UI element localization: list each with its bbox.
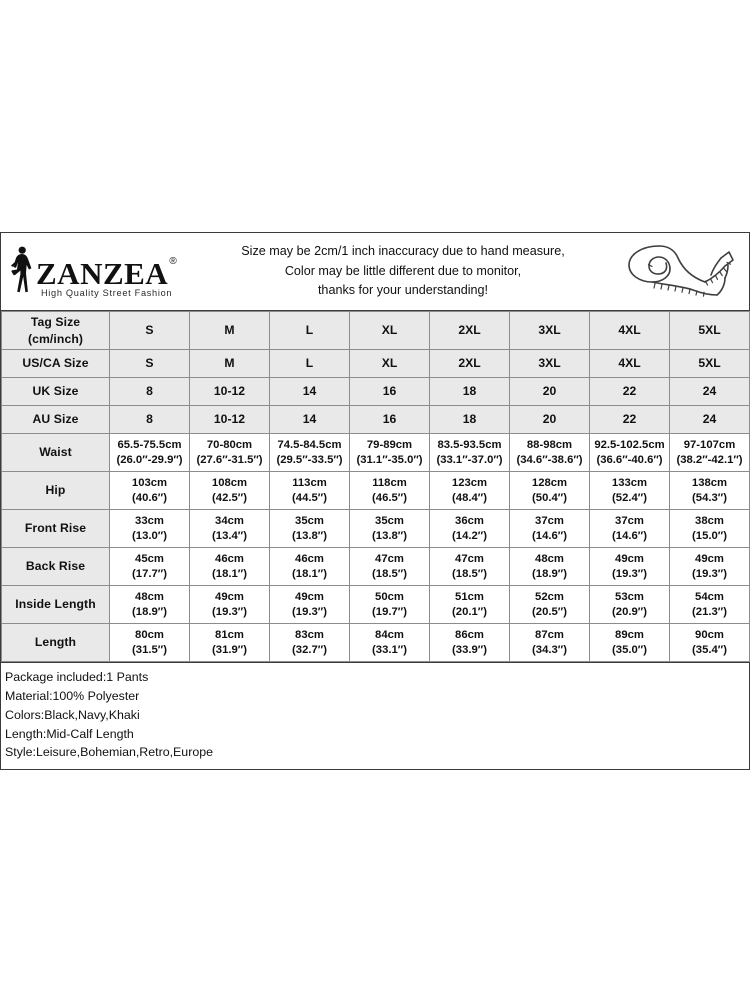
cell-waist-5xl: 97-107cm (38.2″-42.1″) <box>670 434 750 472</box>
cell-tag-size-4xl: 4XL <box>590 312 670 350</box>
cell-au-size-3xl: 20 <box>510 406 590 434</box>
cell-hip-m: 108cm (42.5″) <box>190 472 270 510</box>
cell-inside-length-s: 48cm (18.9″) <box>110 586 190 624</box>
row-header-waist: Waist <box>2 434 110 472</box>
cell-inside-length-xl: 50cm (19.7″) <box>350 586 430 624</box>
table-row <box>2 312 750 350</box>
cell-au-size-xl: 16 <box>350 406 430 434</box>
cell-length-3xl: 87cm (34.3″) <box>510 624 590 662</box>
cell-uk-size-m: 10-12 <box>190 378 270 406</box>
row-header-au-size: AU Size <box>2 406 110 434</box>
cell-waist-s: 65.5-75.5cm (26.0″-29.9″) <box>110 434 190 472</box>
cell-au-size-2xl: 18 <box>430 406 510 434</box>
cell-tag-size-s: S <box>110 312 190 350</box>
table-row <box>2 406 750 434</box>
cell-uk-size-4xl: 22 <box>590 378 670 406</box>
cell-length-s: 80cm (31.5″) <box>110 624 190 662</box>
cell-inside-length-3xl: 52cm (20.5″) <box>510 586 590 624</box>
cell-tag-size-2xl: 2XL <box>430 312 510 350</box>
cell-us-ca-size-2xl: 2XL <box>430 350 510 378</box>
notice-line-2: Color may be little different due to monitor, <box>284 263 522 278</box>
table-row <box>2 624 750 662</box>
cell-uk-size-s: 8 <box>110 378 190 406</box>
cell-au-size-l: 14 <box>270 406 350 434</box>
cell-back-rise-5xl: 49cm (19.3″) <box>670 548 750 586</box>
cell-front-rise-m: 34cm (13.4″) <box>190 510 270 548</box>
cell-front-rise-3xl: 37cm (14.6″) <box>510 510 590 548</box>
cell-hip-s: 103cm (40.6″) <box>110 472 190 510</box>
cell-length-2xl: 86cm (33.9″) <box>430 624 510 662</box>
cell-us-ca-size-3xl: 3XL <box>510 350 590 378</box>
cell-us-ca-size-m: M <box>190 350 270 378</box>
cell-waist-xl: 79-89cm (31.1″-35.0″) <box>350 434 430 472</box>
cell-inside-length-2xl: 51cm (20.1″) <box>430 586 510 624</box>
cell-waist-4xl: 92.5-102.5cm (36.6″-40.6″) <box>590 434 670 472</box>
cell-us-ca-size-l: L <box>270 350 350 378</box>
cell-length-xl: 84cm (33.1″) <box>350 624 430 662</box>
notice-line-3: thanks for your understanding! <box>317 283 489 298</box>
detail-colors: Colors:Black,Navy,Khaki <box>5 707 140 722</box>
cell-uk-size-xl: 16 <box>350 378 430 406</box>
product-details <box>1 662 749 769</box>
cell-tag-size-3xl: 3XL <box>510 312 590 350</box>
detail-package-included: Package included:1 Pants <box>5 670 149 684</box>
cell-hip-5xl: 138cm (54.3″) <box>670 472 750 510</box>
registered-mark: ® <box>169 255 178 267</box>
cell-uk-size-l: 14 <box>270 378 350 406</box>
cell-au-size-4xl: 22 <box>590 406 670 434</box>
cell-back-rise-s: 45cm (17.7″) <box>110 548 190 586</box>
measurement-notice <box>197 242 609 302</box>
cell-inside-length-l: 49cm (19.3″) <box>270 586 350 624</box>
cell-length-4xl: 89cm (35.0″) <box>590 624 670 662</box>
cell-back-rise-2xl: 47cm (18.5″) <box>430 548 510 586</box>
cell-us-ca-size-s: S <box>110 350 190 378</box>
table-row <box>2 472 750 510</box>
row-header-tag-size <box>2 312 110 350</box>
cell-uk-size-5xl: 24 <box>670 378 750 406</box>
tape-measure-illustration <box>609 238 749 305</box>
cell-hip-4xl: 133cm (52.4″) <box>590 472 670 510</box>
cell-length-m: 81cm (31.9″) <box>190 624 270 662</box>
brand-logo <box>1 245 197 299</box>
table-row <box>2 378 750 406</box>
cell-inside-length-5xl: 54cm (21.3″) <box>670 586 750 624</box>
row-header-us-ca-size: US/CA Size <box>2 350 110 378</box>
detail-style: Style:Leisure,Bohemian,Retro,Europe <box>5 745 214 760</box>
row-header-back-rise: Back Rise <box>2 548 110 586</box>
cell-front-rise-5xl: 38cm (15.0″) <box>670 510 750 548</box>
cell-uk-size-2xl: 18 <box>430 378 510 406</box>
cell-au-size-s: 8 <box>110 406 190 434</box>
cell-tag-size-5xl: 5XL <box>670 312 750 350</box>
cell-back-rise-m: 46cm (18.1″) <box>190 548 270 586</box>
cell-hip-2xl: 123cm (48.4″) <box>430 472 510 510</box>
cell-us-ca-size-5xl: 5XL <box>670 350 750 378</box>
brand-name: ZANZEA ® <box>36 255 178 291</box>
cell-length-5xl: 90cm (35.4″) <box>670 624 750 662</box>
cell-hip-3xl: 128cm (50.4″) <box>510 472 590 510</box>
cell-us-ca-size-xl: XL <box>350 350 430 378</box>
cell-front-rise-xl: 35cm (13.8″) <box>350 510 430 548</box>
detail-material: Material:100% Polyester <box>5 688 140 703</box>
cell-waist-l: 74.5-84.5cm (29.5″-33.5″) <box>270 434 350 472</box>
woman-silhouette-icon <box>9 245 35 297</box>
cell-tag-size-xl: XL <box>350 312 430 350</box>
cell-front-rise-l: 35cm (13.8″) <box>270 510 350 548</box>
chart-header-band <box>1 233 749 311</box>
row-header-length: Length <box>2 624 110 662</box>
cell-back-rise-xl: 47cm (18.5″) <box>350 548 430 586</box>
cell-back-rise-l: 46cm (18.1″) <box>270 548 350 586</box>
cell-hip-l: 113cm (44.5″) <box>270 472 350 510</box>
table-row <box>2 434 750 472</box>
cell-front-rise-4xl: 37cm (14.6″) <box>590 510 670 548</box>
cell-us-ca-size-4xl: 4XL <box>590 350 670 378</box>
row-label-line1: Tag Size <box>30 315 81 330</box>
cell-length-l: 83cm (32.7″) <box>270 624 350 662</box>
row-label-line2: (cm/inch) <box>27 331 84 346</box>
brand-tagline: High Quality Street Fashion <box>40 288 173 299</box>
cell-waist-3xl: 88-98cm (34.6″-38.6″) <box>510 434 590 472</box>
table-row <box>2 510 750 548</box>
notice-line-1: Size may be 2cm/1 inch inaccuracy due to hand measure, <box>241 243 565 258</box>
row-header-hip: Hip <box>2 472 110 510</box>
cell-uk-size-3xl: 20 <box>510 378 590 406</box>
cell-inside-length-m: 49cm (19.3″) <box>190 586 270 624</box>
cell-au-size-m: 10-12 <box>190 406 270 434</box>
table-row <box>2 548 750 586</box>
cell-front-rise-s: 33cm (13.0″) <box>110 510 190 548</box>
cell-au-size-5xl: 24 <box>670 406 750 434</box>
size-chart <box>0 232 750 770</box>
size-table <box>1 311 750 662</box>
cell-front-rise-2xl: 36cm (14.2″) <box>430 510 510 548</box>
table-row <box>2 586 750 624</box>
tape-measure-icon <box>621 238 737 305</box>
table-row <box>2 350 750 378</box>
cell-back-rise-4xl: 49cm (19.3″) <box>590 548 670 586</box>
cell-tag-size-m: M <box>190 312 270 350</box>
cell-tag-size-l: L <box>270 312 350 350</box>
row-header-uk-size: UK Size <box>2 378 110 406</box>
cell-inside-length-4xl: 53cm (20.9″) <box>590 586 670 624</box>
row-header-front-rise: Front Rise <box>2 510 110 548</box>
cell-back-rise-3xl: 48cm (18.9″) <box>510 548 590 586</box>
cell-waist-m: 70-80cm (27.6″-31.5″) <box>190 434 270 472</box>
cell-hip-xl: 118cm (46.5″) <box>350 472 430 510</box>
detail-length: Length:Mid-Calf Length <box>5 726 134 741</box>
row-header-inside-length: Inside Length <box>2 586 110 624</box>
cell-waist-2xl: 83.5-93.5cm (33.1″-37.0″) <box>430 434 510 472</box>
